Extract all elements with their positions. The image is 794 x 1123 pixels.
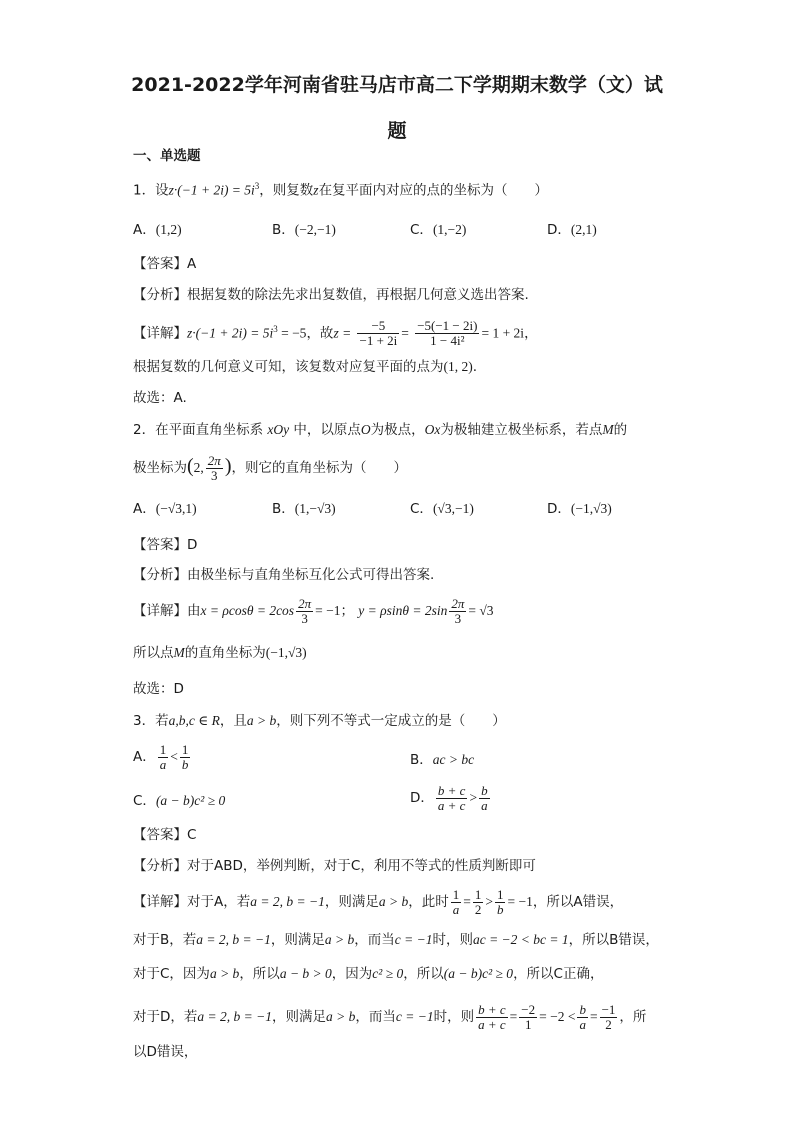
q1-answer: 【答案】A: [133, 256, 197, 272]
q2-stem-line2: 极坐标为(2, $\frac{2\pi}{3}$ )，则它的直角坐标为（ ）: [133, 452, 407, 483]
q1-option-d: D．(2,1): [547, 222, 597, 238]
q1-geometric: 根据复数的几何意义可知，该复数对应复平面的点为(1, 2).: [133, 359, 478, 375]
q1-stem: 1．设$z\cdot(-1 + 2i) = 5i^3$，则复数z在复平面内对应的点的坐标为（ ）: [133, 181, 549, 199]
q2-choose: 故选：D: [133, 681, 184, 697]
q1-detail: 【详解】$z\cdot(-1 + 2i) = 5i^3 = -5$，故z = $\frac{-5}{-1 + 2i}$ = $\frac{-5(-1 - 2i)}{\text{1 − 4i²}}$ = 1 + 2i，: [133, 318, 538, 348]
doc-title-line1: 2021-2022学年河南省驻马店市高二下学期期末数学（文）试: [131, 74, 663, 96]
q3-option-b: B．ac > bc: [410, 752, 475, 768]
q2-option-d: D．(−1,√3): [547, 501, 612, 517]
q1-choose: 故选：A.: [133, 390, 187, 406]
q2-point: 所以点M的直角坐标为(−1,√3): [133, 645, 307, 661]
doc-title-line2: 题: [387, 120, 407, 142]
q3-detail-d: 对于D，若a = 2, b = −1，则满足a > b，而当c = −1时，则 $\frac{b + c}{a + c}$ = $\frac{-2}{1}$ = −2 < $\frac{b}{a}$ = $\frac{-1}{2}$ ，所: [133, 1001, 647, 1032]
q3-stem: 3．若a,b,c ∈ R，且a > b，则下列不等式一定成立的是（ ）: [133, 713, 506, 729]
q1-analysis: 【分析】根据复数的除法先求出复数值，再根据几何意义选出答案.: [133, 287, 529, 303]
q1-option-c: C．(1,−2): [410, 222, 467, 238]
q1-option-b: B．(−2,−1): [272, 222, 336, 238]
q2-answer: 【答案】D: [133, 537, 198, 553]
q3-detail-c: 对于C，因为a > b，所以a − b > 0，因为c² ≥ 0，所以(a − b)c² ≥ 0，所以C正确，: [133, 966, 604, 982]
q2-option-a: A．(−√3,1): [133, 501, 197, 517]
q3-detail-a: 【详解】对于A，若a = 2, b = −1，则满足a > b，此时 $\frac{1}{a}$ = $\frac{1}{2}$ > $\frac{1}{b}$ = −1，所以A错误，: [133, 886, 624, 917]
q2-option-b: B．(1,−√3): [272, 501, 336, 517]
q2-analysis: 【分析】由极坐标与直角坐标互化公式可得出答案.: [133, 567, 435, 583]
q2-stem-line1: 2．在平面直角坐标系 xOy 中，以原点O为极点，Ox为极轴建立极坐标系，若点M的: [133, 422, 628, 438]
q3-detail-d-wrap: 以D错误，: [133, 1044, 198, 1060]
q2-option-c: C．(√3,−1): [410, 501, 474, 517]
q3-option-a: A． $\frac{1}{a}$ < $\frac{1}{b}$: [133, 741, 189, 772]
q3-detail-b: 对于B，若a = 2, b = −1，则满足a > b，而当c = −1时，则ac = −2 < bc = 1，所以B错误，: [133, 932, 659, 948]
q2-detail: 【详解】由x = ρcosθ = 2cos $\frac{2\pi}{3}$ = −1； y = ρsinθ = 2sin $\frac{2\pi}{3}$ = √3: [133, 595, 494, 626]
section-heading: 一、单选题: [133, 148, 201, 164]
q3-analysis: 【分析】对于ABD，举例判断，对于C，利用不等式的性质判断即可: [133, 858, 536, 874]
q3-answer: 【答案】C: [133, 827, 197, 843]
q3-option-d: D． $\frac{b + c}{a + c}$ > $\frac{b}{a}$: [410, 782, 488, 813]
q3-option-c: C．(a − b)c² ≥ 0: [133, 793, 226, 809]
q1-option-a: A．(1,2): [133, 222, 182, 238]
